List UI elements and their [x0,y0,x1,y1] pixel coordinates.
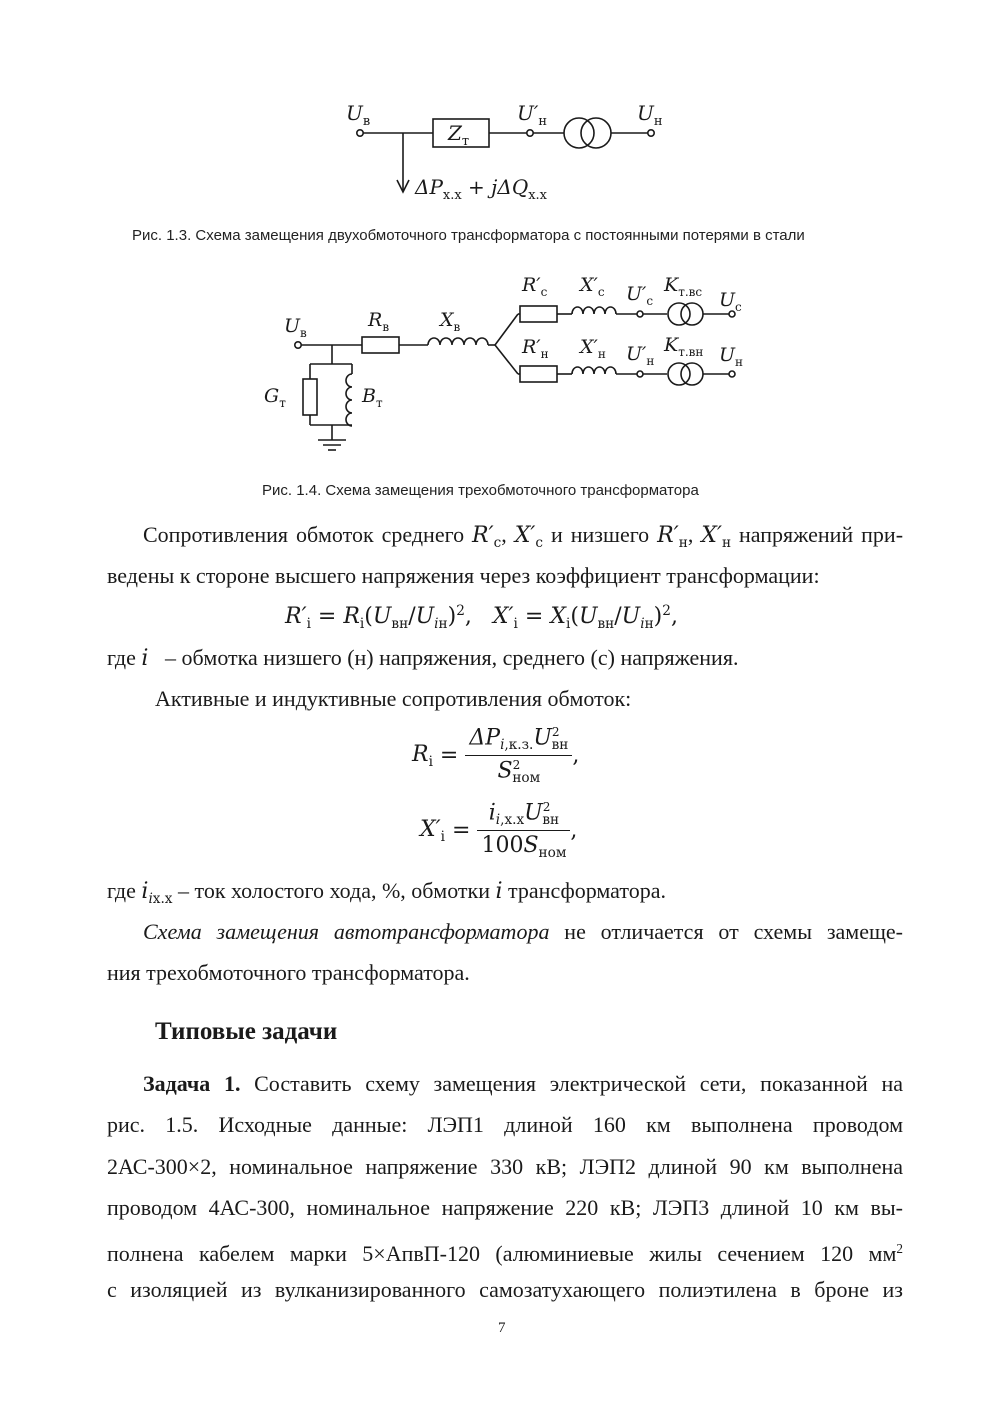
terminal-uv [357,130,363,136]
resistor-rn [520,366,557,382]
fig14-label-xn: $X'_н$ [580,336,606,361]
resistor-rc [520,306,557,322]
autotransformer-line-2: ния трехобмоточного трансформатора. [107,960,470,985]
autotransformer-line-1: Схема замещения автотрансформатора не отличается от схемы замеще- [143,919,903,944]
paragraph-1-line-1: Сопротивления обмоток среднего $R'_с$, $X'_с$ и низшего $R'_н$, $X'_н$ напряжений при- [143,522,904,551]
active-inductive-heading-line: Активные и индуктивные сопротивления обмоток: [155,686,632,711]
fig14-label-ktvc: $K_{т.вс}$ [664,274,703,299]
figure-1-3-diagram [330,90,690,210]
fig13-label-un-prime: $U'_н$ [517,101,548,129]
task-1-line-3: 2АС-300×2, номинальное напряжение 330 кВ; ЛЭП2 длиной 90 км выполнена [107,1154,903,1179]
figure-1-3-caption: Рис. 1.3. Схема замещения двухобмоточного трансформатора с постоянными потерями в стали [132,227,805,244]
inductor-xn [572,367,616,374]
fig14-label-ktvn: $K_{т.вн}$ [664,334,704,359]
where-ixx-line: где $i_{iх.х}$ – ток холостого хода, %, обмотки i трансформатора. [107,878,666,907]
fig14-label-rn: $R'_н$ [522,336,549,361]
fig14-label-uv: $U_в$ [284,315,307,340]
terminal-uv [295,342,301,348]
transformer-ktvc-left [668,303,690,325]
task-1-line-6: с изоляцией из вулканизированного самозатухающего полиэтилена в броне из [107,1277,903,1302]
task-1-line-5: полнена кабелем марки 5×АпвП-120 (алюминиевые жилы сечением 120 $мм^2$ [107,1240,903,1266]
task-1-line-1: Задача 1. Составить схему замещения электрической сети, показанной на [143,1071,903,1096]
figure-1-4-diagram [250,262,760,467]
formula-reduced-impedance: $R'_i = R_i(U_{вн}/U_{iн})^2$, $X'_i = X_i(U_{вн}/U_{iн})^2$, [285,603,678,632]
susceptance-bt [346,374,352,426]
fig13-label-un: $U_н$ [637,101,663,129]
formula-xi: $X'_i$ = $\frac{i_{i,х.х}U^2_{вн}}{100S_{ном}}$ , [420,800,578,861]
terminal-un [648,130,654,136]
terminal-un-prime [637,371,643,377]
fig14-label-uc-prime: $U'_с$ [626,283,654,308]
transformer-ktvc-right [681,303,703,325]
inductor-xc [572,307,616,314]
fig14-label-gt: $G_т$ [264,385,286,410]
paragraph-1-line-2: ведены к стороне высшего напряжения через коэффициент трансформации: [107,563,820,588]
fig13-label-uv: $U_в$ [346,101,371,129]
fig14-label-uc: $U_с$ [719,289,742,314]
fig14-label-un: $U_н$ [719,344,744,369]
task-1-line-4: проводом 4АС-300, номинальное напряжение 220 кВ; ЛЭП3 длиной 10 км вы- [107,1195,903,1220]
fig14-label-bt: $B_т$ [362,385,383,410]
fig13-label-zt: $Z_т$ [448,121,470,149]
terminal-un-prime [527,130,533,136]
section-heading-typical-tasks: Типовые задачи [155,1018,338,1045]
figure-1-4-caption: Рис. 1.4. Схема замещения трехобмоточного трансформатора [262,482,699,499]
fig14-label-xv: $X_в$ [440,309,461,334]
fig13-label-losses: $\Delta P_{х.х} + j\Delta Q_{х.х}$ [415,175,548,203]
page-number: 7 [498,1320,506,1336]
fig14-label-rv: $R_в$ [368,309,390,334]
conductance-gt [303,379,317,415]
fig14-label-rc: $R'_с$ [522,274,548,299]
fig14-label-un-prime: $U'_н$ [626,343,655,368]
terminal-un [729,371,735,377]
task-1-line-2: рис. 1.5. Исходные данные: ЛЭП1 длиной 160 км выполнена проводом [107,1112,903,1137]
transformer-ktvn-left [668,363,690,385]
where-i-line: где i – обмотка низшего (н) напряжения, среднего (с) напряжения. [107,645,739,671]
ideal-transformer-left-coil [564,118,594,148]
resistor-rv [362,337,399,353]
transformer-ktvn-right [681,363,703,385]
inductor-xv [428,338,488,345]
fig14-label-xc: $X'_с$ [580,274,605,299]
ideal-transformer-right-coil [581,118,611,148]
formula-ri: $R_i$ = $\frac{\Delta P_{i,к.з.}U^2_{вн}}{S^2_{ном}}$ , [412,725,580,787]
terminal-uc-prime [637,311,643,317]
